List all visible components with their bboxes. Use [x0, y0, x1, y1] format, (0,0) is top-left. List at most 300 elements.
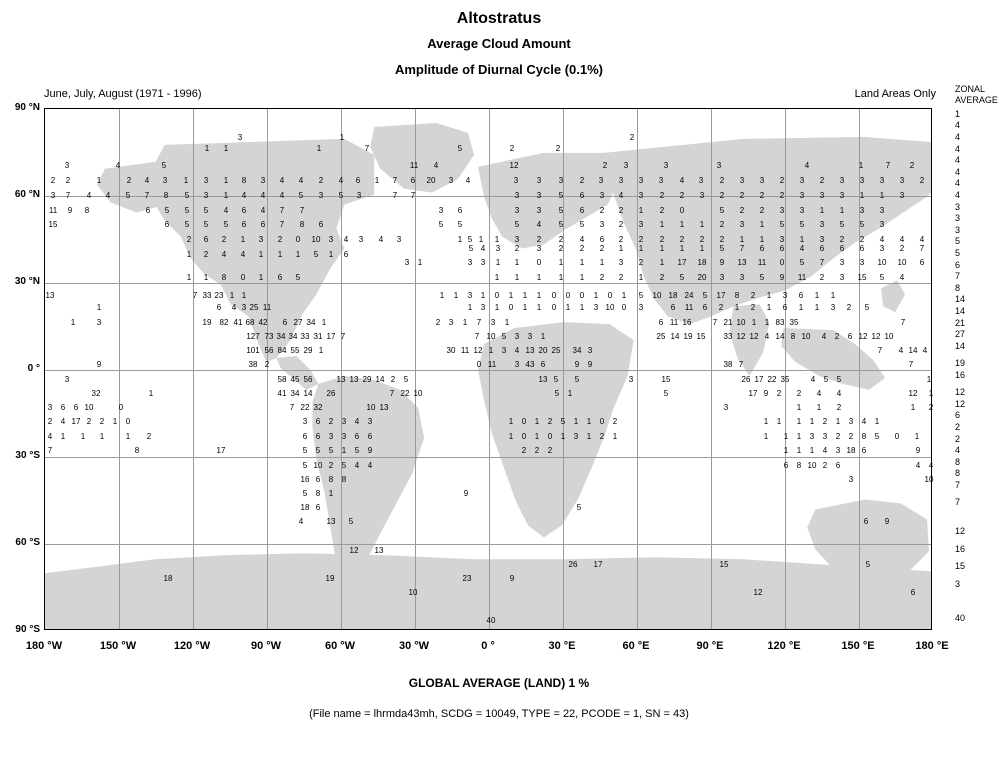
cell-value: 7	[739, 244, 745, 253]
cell-value: 2	[599, 206, 605, 215]
cell-value: 1	[816, 403, 822, 412]
cell-value: 4	[433, 161, 439, 170]
cell-value: 3	[819, 220, 825, 229]
cell-value: 3	[328, 432, 334, 441]
cell-value: 17	[754, 375, 764, 384]
cell-value: 1	[318, 346, 324, 355]
cell-value: 1	[125, 432, 131, 441]
cell-value: 23	[214, 291, 224, 300]
cell-value: 5	[514, 220, 520, 229]
cell-value: 3	[848, 475, 854, 484]
cell-value: 2	[750, 303, 756, 312]
cell-value: 6	[410, 176, 416, 185]
cell-value: 15	[661, 375, 671, 384]
cell-value: 13	[525, 346, 535, 355]
cell-value: 3	[759, 176, 765, 185]
cell-value: 22	[400, 389, 410, 398]
cell-value: 5	[315, 446, 321, 455]
cell-value: 5	[836, 375, 842, 384]
zonal-average-value-20: 14	[955, 340, 966, 351]
cell-value: 2	[99, 417, 105, 426]
cell-value: 2	[86, 417, 92, 426]
cell-value: 3	[623, 161, 629, 170]
cell-value: 1	[229, 291, 235, 300]
cell-value: 2	[928, 403, 934, 412]
cell-value: 3	[341, 417, 347, 426]
cell-value: 0	[547, 432, 553, 441]
cell-value: 17	[216, 446, 226, 455]
cell-value: 3	[536, 206, 542, 215]
cell-value: 4	[60, 417, 66, 426]
zonal-average-value-8: 3	[955, 201, 961, 212]
cell-value: 2	[739, 191, 745, 200]
cell-value: 7	[47, 446, 53, 455]
cell-value: 34	[290, 389, 300, 398]
cell-value: 2	[822, 417, 828, 426]
cell-value: 1	[223, 176, 229, 185]
cell-value: 2	[839, 235, 845, 244]
cell-value: 4	[367, 461, 373, 470]
cell-value: 19	[202, 318, 212, 327]
zonal-average-value-7: 4	[955, 190, 961, 200]
cell-value: 24	[684, 291, 694, 300]
x-axis-label-12: 180 °E	[915, 640, 949, 652]
cell-value: 2	[146, 432, 152, 441]
cell-value: 10	[801, 332, 811, 341]
cell-value: 4	[899, 235, 905, 244]
cell-value: 7	[877, 346, 883, 355]
cell-value: 1	[204, 144, 210, 153]
cell-value: 12	[349, 546, 359, 555]
cell-value: 1	[796, 446, 802, 455]
cell-value: 5	[467, 235, 473, 244]
cell-value: 9	[96, 360, 102, 369]
cell-value: 2	[679, 235, 685, 244]
world-map-plot	[44, 108, 932, 630]
cell-value: 6	[579, 191, 585, 200]
cell-value: 2	[547, 446, 553, 455]
cell-value: 2	[659, 191, 665, 200]
cell-value: 58	[277, 375, 287, 384]
cell-value: 1	[534, 417, 540, 426]
cell-value: 1	[223, 144, 229, 153]
y-axis-label-6: 90 °S	[15, 624, 40, 635]
cell-value: 10	[877, 258, 887, 267]
cell-value: 4	[764, 332, 770, 341]
cell-value: 45	[290, 375, 300, 384]
cell-value: 3	[448, 176, 454, 185]
cell-value: 101	[246, 346, 260, 355]
cell-value: 3	[879, 206, 885, 215]
cell-value: 2	[919, 176, 925, 185]
cell-value: 4	[536, 220, 542, 229]
cell-value: 2	[318, 176, 324, 185]
cell-value: 10	[313, 461, 323, 470]
cell-value: 3	[438, 206, 444, 215]
cell-value: 10	[897, 258, 907, 267]
cell-value: 3	[467, 258, 473, 267]
zonal-average-header-line2: AVERAGE	[955, 95, 998, 105]
cell-value: 3	[490, 318, 496, 327]
cell-value: 5	[125, 191, 131, 200]
cell-value: 3	[237, 133, 243, 142]
cell-value: 0	[779, 258, 785, 267]
cell-value: 6	[919, 258, 925, 267]
cell-value: 10	[605, 303, 615, 312]
cell-value: 2	[536, 235, 542, 244]
cell-value: 1	[659, 244, 665, 253]
cell-value: 2	[514, 244, 520, 253]
cell-value: 6	[60, 403, 66, 412]
cell-value: 82	[219, 318, 229, 327]
cell-value: 9	[884, 517, 890, 526]
cell-value: 4	[579, 235, 585, 244]
cell-value: 5	[679, 273, 685, 282]
cell-value: 4	[899, 273, 905, 282]
cell-value: 5	[574, 375, 580, 384]
cell-value: 2	[776, 389, 782, 398]
cell-value: 3	[663, 161, 669, 170]
cell-value: 4	[47, 432, 53, 441]
cell-value: 3	[162, 176, 168, 185]
cell-value: 5	[759, 273, 765, 282]
cell-value: 8	[84, 206, 90, 215]
cell-value: 11	[684, 303, 694, 312]
cell-value: 6	[861, 446, 867, 455]
cell-value: 2	[846, 303, 852, 312]
cell-value: 7	[908, 360, 914, 369]
file-info-label: (File name = lhrmda43mh, SCDG = 10049, TYPE = 22, PCODE = 1, SN = 43)	[309, 708, 689, 720]
cell-value: 5	[560, 417, 566, 426]
gridline-lon-30	[560, 109, 566, 629]
cell-value: 16	[682, 318, 692, 327]
cell-value: 3	[739, 273, 745, 282]
cell-value: 1	[508, 417, 514, 426]
cell-value: 4	[816, 389, 822, 398]
cell-value: 5	[553, 375, 559, 384]
cell-value: 2	[779, 176, 785, 185]
cell-value: 1	[112, 417, 118, 426]
cell-value: 3	[899, 176, 905, 185]
cell-value: 3	[819, 191, 825, 200]
cell-value: 1	[203, 273, 209, 282]
cell-value: 12	[749, 332, 759, 341]
gridline-lon--30	[415, 109, 416, 629]
cell-value: 5	[468, 244, 474, 253]
cell-value: 2	[186, 235, 192, 244]
cell-value: 8	[328, 475, 334, 484]
cell-value: 1	[618, 244, 624, 253]
x-axis-label-2: 120 °W	[173, 640, 211, 652]
cell-value: 3	[558, 176, 564, 185]
cell-value: 7	[738, 360, 744, 369]
zonal-average-value-31: 7	[955, 480, 961, 490]
cell-value: 5	[184, 191, 190, 200]
cell-value: 1	[60, 432, 66, 441]
cell-value: 7	[299, 206, 305, 215]
cell-value: 43	[525, 360, 535, 369]
cell-value: 2	[909, 161, 915, 170]
cell-value: 9	[587, 360, 593, 369]
cell-value: 3	[318, 191, 324, 200]
cell-value: 1	[638, 244, 644, 253]
cell-value: 7	[65, 191, 71, 200]
cell-value: 2	[699, 235, 705, 244]
cell-value: 2	[759, 191, 765, 200]
cell-value: 12	[753, 588, 763, 597]
cell-value: 13	[379, 403, 389, 412]
cell-value: 23	[462, 574, 472, 583]
gridline-lon-90	[711, 109, 712, 629]
cell-value: 3	[779, 235, 785, 244]
cell-value: 0	[565, 291, 571, 300]
cell-value: 3	[835, 446, 841, 455]
cell-value: 27	[293, 318, 303, 327]
cell-value: 9	[367, 446, 373, 455]
cell-value: 6	[315, 475, 321, 484]
cell-value: 3	[356, 191, 362, 200]
cell-value: 42	[258, 318, 268, 327]
cell-value: 2	[819, 176, 825, 185]
cell-value: 5	[341, 461, 347, 470]
cell-value: 2	[555, 144, 561, 153]
cell-value: 1	[277, 250, 283, 259]
cell-value: 5	[865, 560, 871, 569]
cell-value: 1	[374, 176, 380, 185]
x-axis-label-6: 0 °	[481, 640, 495, 652]
cell-value: 5	[839, 220, 845, 229]
cell-value: 8	[861, 432, 867, 441]
zonal-average-value-24: 12	[955, 398, 966, 409]
cell-value: 3	[879, 244, 885, 253]
cell-value: 10	[408, 588, 418, 597]
cell-value: 3	[241, 303, 247, 312]
cell-value: 1	[783, 446, 789, 455]
cell-value: 1	[321, 318, 327, 327]
cell-value: 20	[426, 176, 436, 185]
zonal-average-value-0: 1	[955, 108, 961, 119]
cell-value: 3	[480, 258, 486, 267]
cell-value: 7	[885, 161, 891, 170]
cell-value: 18	[697, 258, 707, 267]
cell-value: 4	[919, 235, 925, 244]
cell-value: 1	[316, 144, 322, 153]
cell-value: 7	[392, 191, 398, 200]
cell-value: 5	[823, 375, 829, 384]
cell-value: 0	[240, 273, 246, 282]
x-axis-label-10: 120 °E	[767, 640, 801, 652]
cell-value: 9	[574, 360, 580, 369]
zonal-average-value-19: 27	[955, 329, 966, 340]
cell-value: 2	[719, 176, 725, 185]
cell-value: 6	[343, 250, 349, 259]
cell-value: 2	[534, 446, 540, 455]
cell-value: 1	[739, 235, 745, 244]
cell-value: 10	[486, 332, 496, 341]
cell-value: 7	[144, 191, 150, 200]
zonal-average-value-16: 14	[955, 294, 966, 305]
cell-value: 0	[125, 417, 131, 426]
cell-value: 1	[839, 206, 845, 215]
cell-value: 3	[396, 235, 402, 244]
cell-value: 32	[313, 403, 323, 412]
cell-value: 9	[509, 574, 515, 583]
cell-value: 7	[389, 389, 395, 398]
gridline-lon--150	[119, 109, 120, 629]
cell-value: 5	[298, 191, 304, 200]
cell-value: 6	[658, 318, 664, 327]
cell-value: 3	[404, 258, 410, 267]
zonal-average-value-12: 5	[955, 248, 961, 258]
cell-value: 0	[599, 417, 605, 426]
cell-value: 4	[861, 417, 867, 426]
cell-value: 5	[184, 206, 190, 215]
cell-value: 1	[258, 273, 264, 282]
cell-value: 2	[558, 235, 564, 244]
cell-value: 2	[618, 220, 624, 229]
cell-value: 1	[835, 417, 841, 426]
cell-value: 6	[260, 220, 266, 229]
zonal-average-value-1: 4	[955, 120, 961, 131]
cell-value: 3	[879, 220, 885, 229]
cell-value: 33	[723, 332, 733, 341]
cell-value: 6	[910, 588, 916, 597]
cell-value: 15	[719, 560, 729, 569]
zonal-average-value-9: 3	[955, 213, 961, 224]
cell-value: 1	[579, 273, 585, 282]
cell-value: 20	[538, 346, 548, 355]
cell-value: 3	[47, 403, 53, 412]
zonal-average-value-32: 7	[955, 497, 961, 508]
cell-value: 2	[659, 206, 665, 215]
cell-value: 2	[659, 235, 665, 244]
cell-value: 5	[348, 517, 354, 526]
cell-value: 4	[799, 244, 805, 253]
cell-value: 13	[336, 375, 346, 384]
cell-value: 11	[797, 273, 807, 282]
cell-value: 1	[96, 303, 102, 312]
global-average-label: GLOBAL AVERAGE (LAND) 1 %	[408, 676, 590, 690]
cell-value: 10	[924, 475, 934, 484]
cell-value: 3	[839, 258, 845, 267]
cell-value: 2	[618, 273, 624, 282]
cell-value: 12	[473, 346, 483, 355]
gridline-lat--30	[45, 457, 931, 458]
cell-value: 1	[928, 389, 934, 398]
cell-value: 7	[476, 318, 482, 327]
cell-value: 25	[656, 332, 666, 341]
cell-value: 17	[326, 332, 336, 341]
cell-value: 1	[593, 291, 599, 300]
zonal-average-value-18: 21	[955, 317, 966, 328]
cell-value: 3	[848, 417, 854, 426]
cell-value: 7	[919, 244, 925, 253]
cell-value: 68	[245, 318, 255, 327]
cell-value: 2	[612, 417, 618, 426]
cell-value: 2	[558, 244, 564, 253]
cell-value: 12	[871, 332, 881, 341]
cell-value: 2	[50, 176, 56, 185]
cell-value: 3	[258, 235, 264, 244]
cell-value: 6	[318, 220, 324, 229]
cell-value: 11	[48, 206, 58, 215]
zonal-average-value-5: 4	[955, 166, 961, 177]
zonal-average-value-17: 14	[955, 306, 966, 316]
cell-value: 1	[457, 235, 463, 244]
cell-value: 1	[339, 133, 345, 142]
cell-value: 2	[277, 235, 283, 244]
cell-value: 13	[326, 517, 336, 526]
x-axis-label-0: 180 °W	[25, 640, 63, 652]
cell-value: 1	[186, 250, 192, 259]
cell-value: 4	[480, 244, 486, 253]
cell-value: 3	[480, 303, 486, 312]
cell-value: 10	[652, 291, 662, 300]
cell-value: 1	[462, 318, 468, 327]
cell-value: 5	[457, 220, 463, 229]
cell-value: 1	[478, 235, 484, 244]
cell-value: 5	[859, 220, 865, 229]
cell-value: 2	[859, 235, 865, 244]
cell-value: 6	[859, 244, 865, 253]
cell-value: 6	[599, 235, 605, 244]
cell-value: 2	[579, 176, 585, 185]
cell-value: 1	[799, 235, 805, 244]
cell-value: 1	[734, 303, 740, 312]
cell-value: 3	[495, 244, 501, 253]
cell-value: 1	[579, 303, 585, 312]
cell-value: 6	[702, 303, 708, 312]
cell-value: 17	[716, 291, 726, 300]
cell-value: 1	[809, 417, 815, 426]
cell-value: 3	[819, 235, 825, 244]
cell-value: 4	[915, 461, 921, 470]
cell-value: 3	[618, 176, 624, 185]
cell-value: 2	[638, 258, 644, 267]
cell-value: 1	[504, 318, 510, 327]
cell-value: 2	[750, 291, 756, 300]
cell-value: 1	[522, 291, 528, 300]
cell-value: 1	[679, 244, 685, 253]
cell-value: 26	[326, 389, 336, 398]
cell-value: 3	[638, 220, 644, 229]
cell-value: 3	[527, 332, 533, 341]
cell-value: 6	[315, 432, 321, 441]
cell-value: 2	[547, 417, 553, 426]
cell-value: 1	[186, 273, 192, 282]
cell-value: 4	[618, 191, 624, 200]
cell-value: 3	[638, 191, 644, 200]
cell-value: 73	[264, 332, 274, 341]
cell-value: 1	[638, 273, 644, 282]
cell-value: 1	[540, 332, 546, 341]
cell-value: 4	[260, 191, 266, 200]
cell-value: 3	[859, 176, 865, 185]
cell-value: 6	[783, 461, 789, 470]
cell-value: 6	[354, 432, 360, 441]
zonal-average-value-21: 19	[955, 358, 966, 369]
cell-value: 11	[487, 360, 497, 369]
cell-value: 0	[679, 206, 685, 215]
cell-value: 6	[457, 206, 463, 215]
cell-value: 5	[719, 244, 725, 253]
cell-value: 1	[223, 191, 229, 200]
cell-value: 1	[776, 417, 782, 426]
cell-value: 1	[766, 291, 772, 300]
cell-value: 5	[579, 220, 585, 229]
cell-value: 5	[295, 273, 301, 282]
zonal-average-value-15: 8	[955, 282, 961, 293]
